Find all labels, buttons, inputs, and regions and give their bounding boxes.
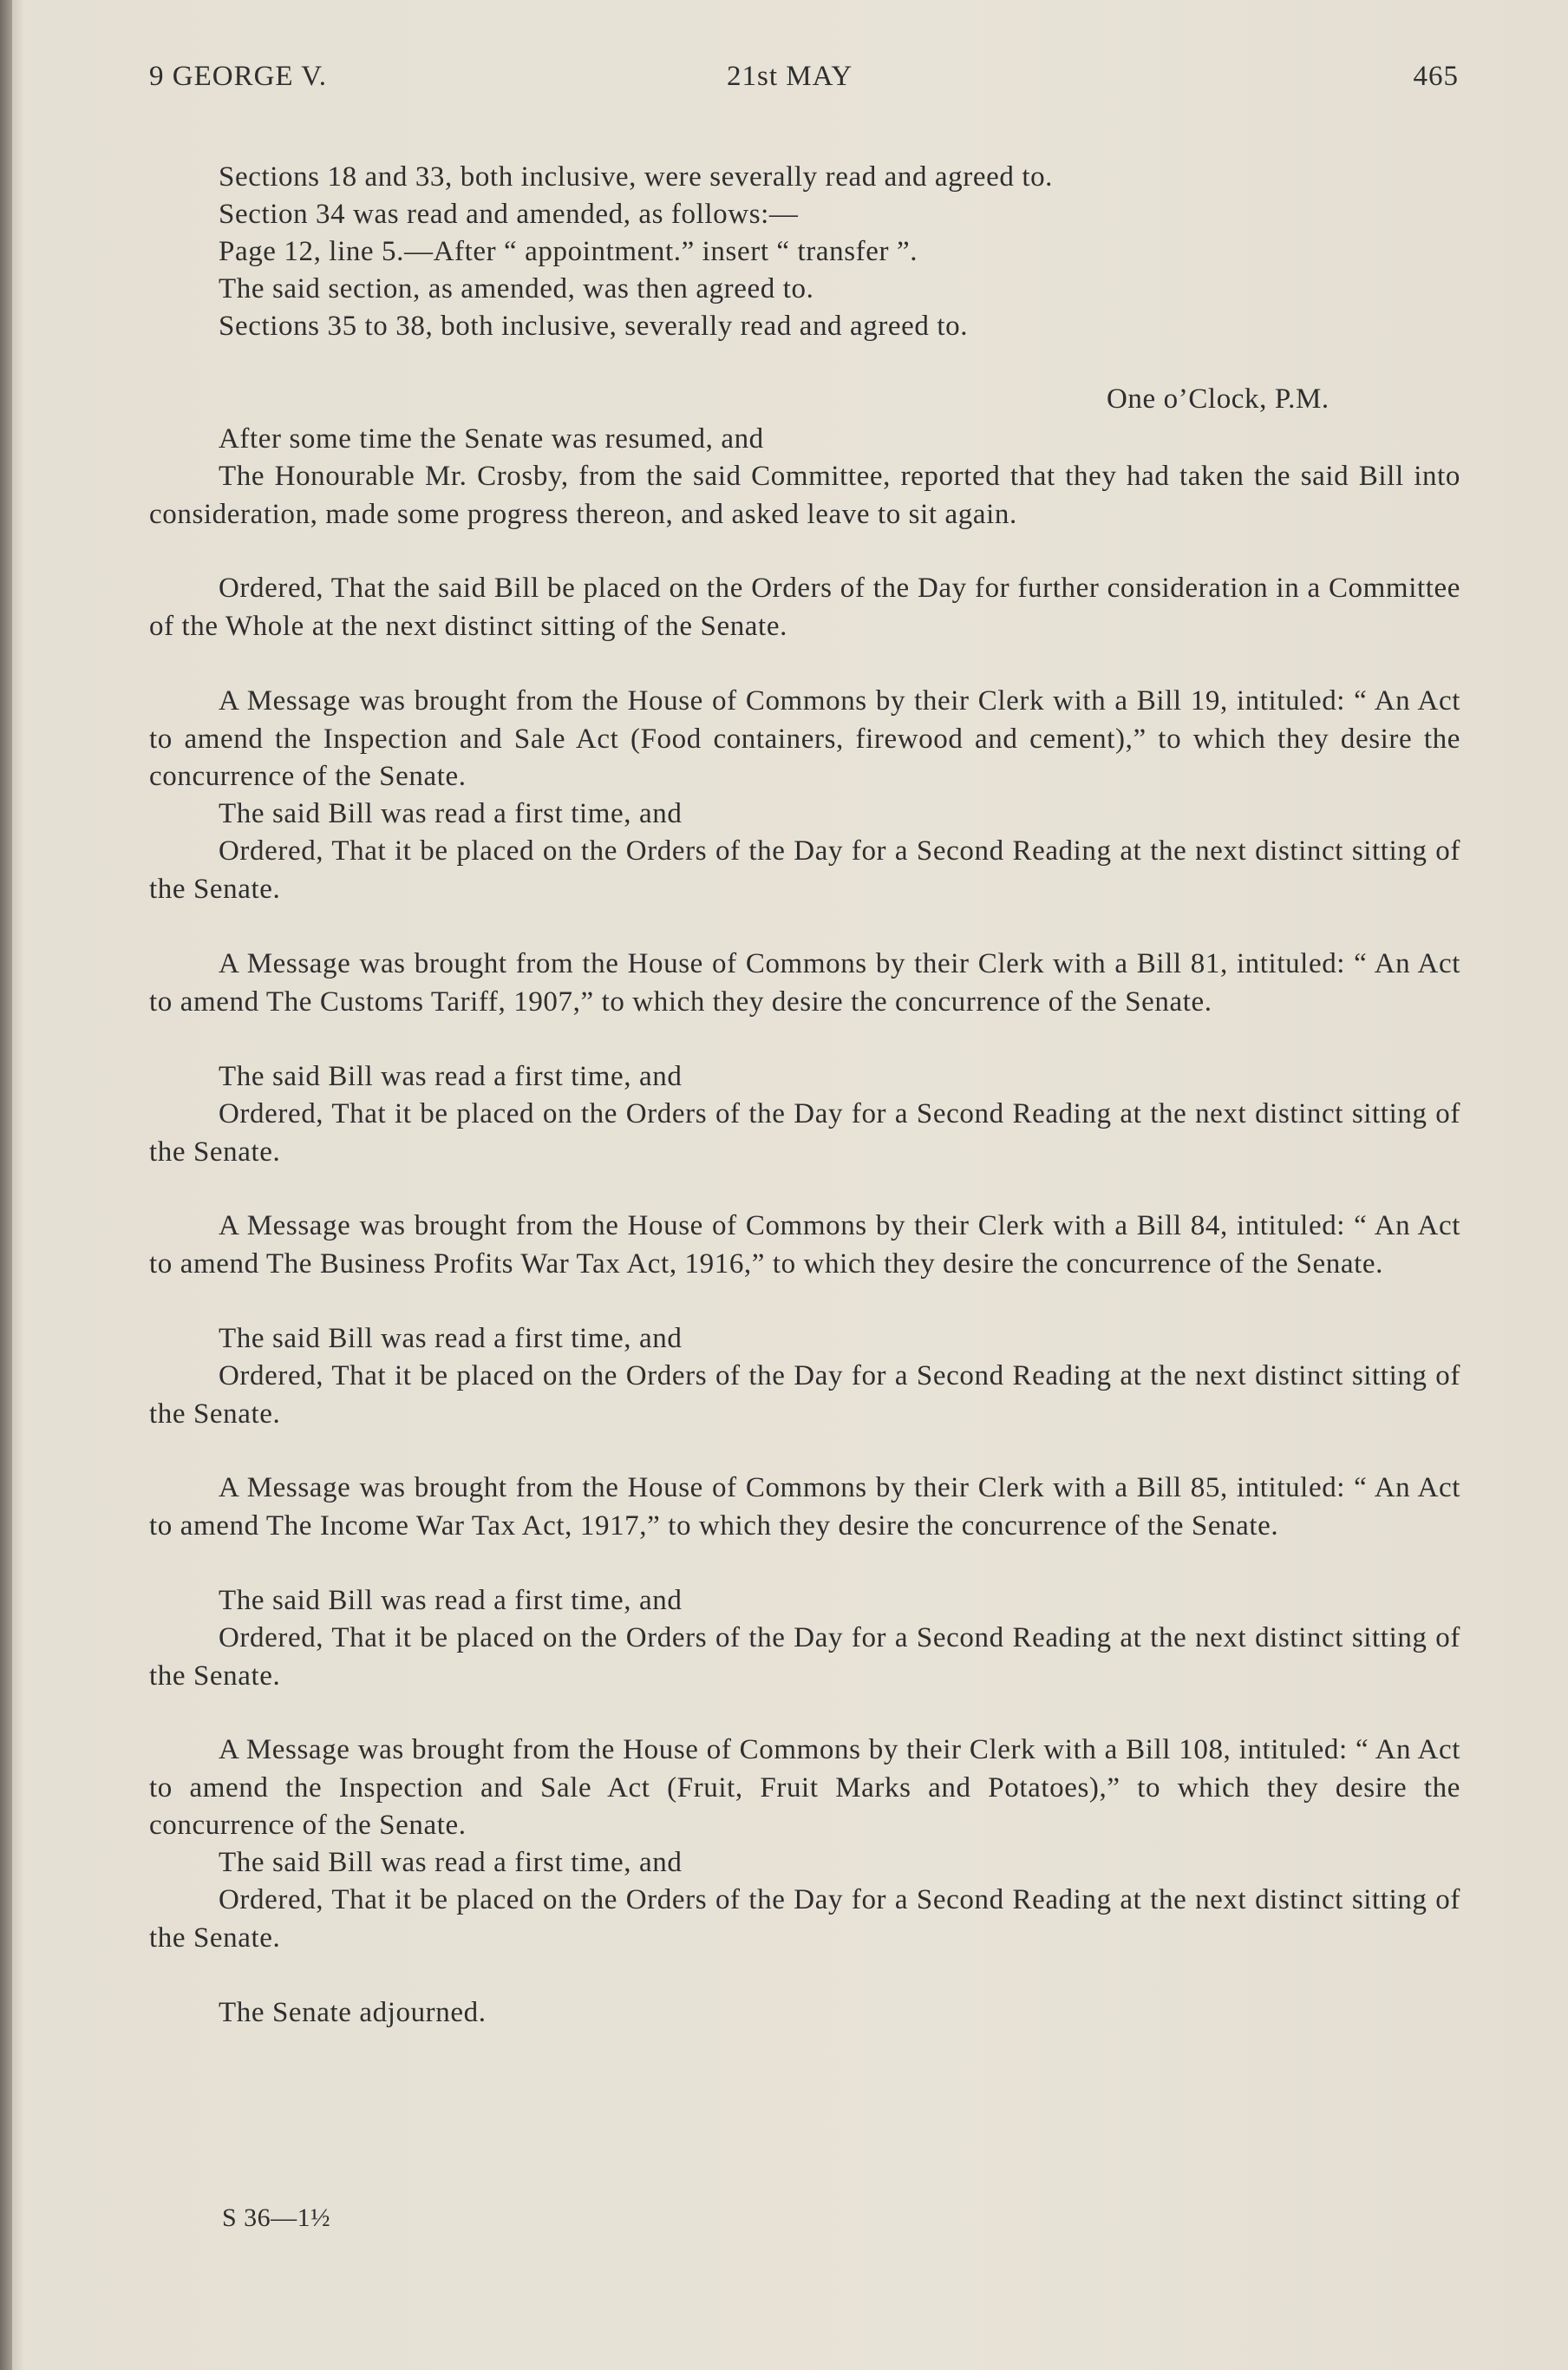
- message-bill-108: A Message was brought from the House of Commons by their Clerk with a Bill 108, intituled: “ An Act to amend the Inspection and Sale Act (Fruit, Fruit Marks and Potatoes),” to which they desire the concurrence of the Senate.: [149, 1734, 1460, 1841]
- first-reading-bill-85: The said Bill was read a first time, and: [219, 1585, 683, 1616]
- sections-18-33-line: Sections 18 and 33, both inclusive, were severally read and agreed to.: [219, 161, 1054, 193]
- section-amended-line: The said section, as amended, was then agreed to.: [219, 273, 814, 304]
- message-bill-85: A Message was brought from the House of Commons by their Clerk with a Bill 85, intituled: “ An Act to amend The Income War Tax Act, 1917,” to which they desire the concurrence of the Senate.: [149, 1472, 1460, 1542]
- page-number: 465: [1413, 61, 1459, 92]
- committee-report-paragraph: The Honourable Mr. Crosby, from the said Committee, reported that they had taken the said Bill into consideration, made some progress thereon, and asked leave to sit again.: [149, 461, 1460, 530]
- order-bill-108: Ordered, That it be placed on the Orders of the Day for a Second Reading at the next distinct sitting of the Senate.: [149, 1884, 1460, 1954]
- header-regnal-year: 9 GEORGE V.: [149, 61, 328, 92]
- first-reading-bill-19: The said Bill was read a first time, and: [219, 798, 683, 829]
- time-heading: One o’Clock, P.M.: [1107, 383, 1330, 415]
- order-bill-85: Ordered, That it be placed on the Orders of the Day for a Second Reading at the next distinct sitting of the Senate.: [149, 1622, 1460, 1692]
- senate-adjourned: The Senate adjourned.: [219, 1997, 487, 2028]
- sections-35-38-line: Sections 35 to 38, both inclusive, severally read and agreed to.: [219, 311, 969, 342]
- amendment-line: Page 12, line 5.—After “ appointment.” insert “ transfer ”.: [219, 236, 918, 267]
- first-reading-bill-84: The said Bill was read a first time, and: [219, 1323, 683, 1354]
- order-bill-19: Ordered, That it be placed on the Orders of the Day for a Second Reading at the next distinct sitting of the Senate.: [149, 835, 1460, 905]
- header-date: 21st MAY: [727, 61, 853, 92]
- signature-mark: S 36—1½: [222, 2203, 331, 2232]
- section-34-line: Section 34 was read and amended, as follows:—: [219, 199, 799, 230]
- first-reading-bill-81: The said Bill was read a first time, and: [219, 1061, 683, 1092]
- book-spine-edge: [0, 0, 12, 2370]
- running-header: [149, 61, 1459, 104]
- message-bill-84: A Message was brought from the House of Commons by their Clerk with a Bill 84, intituled: “ An Act to amend The Business Profits War Tax Act, 1916,” to which they desire the concurrence of the Senate.: [149, 1210, 1460, 1280]
- first-reading-bill-108: The said Bill was read a first time, and: [219, 1847, 683, 1878]
- further-consideration-order: Ordered, That the said Bill be placed on the Orders of the Day for further consideration in a Committee of the Whole at the next distinct sitting of the Senate.: [149, 573, 1460, 642]
- order-bill-81: Ordered, That it be placed on the Orders of the Day for a Second Reading at the next distinct sitting of the Senate.: [149, 1098, 1460, 1168]
- senate-resumed-line: After some time the Senate was resumed, and: [219, 423, 764, 455]
- message-bill-81: A Message was brought from the House of Commons by their Clerk with a Bill 81, intituled: “ An Act to amend The Customs Tariff, 1907,” to which they desire the concurrence of the Senate.: [149, 948, 1460, 1018]
- message-bill-19: A Message was brought from the House of Commons by their Clerk with a Bill 19, intituled: “ An Act to amend the Inspection and Sale Act (Food containers, firewood and cement),” to which they desire the concurrence of the Senate.: [149, 685, 1460, 792]
- order-bill-84: Ordered, That it be placed on the Orders of the Day for a Second Reading at the next distinct sitting of the Senate.: [149, 1360, 1460, 1430]
